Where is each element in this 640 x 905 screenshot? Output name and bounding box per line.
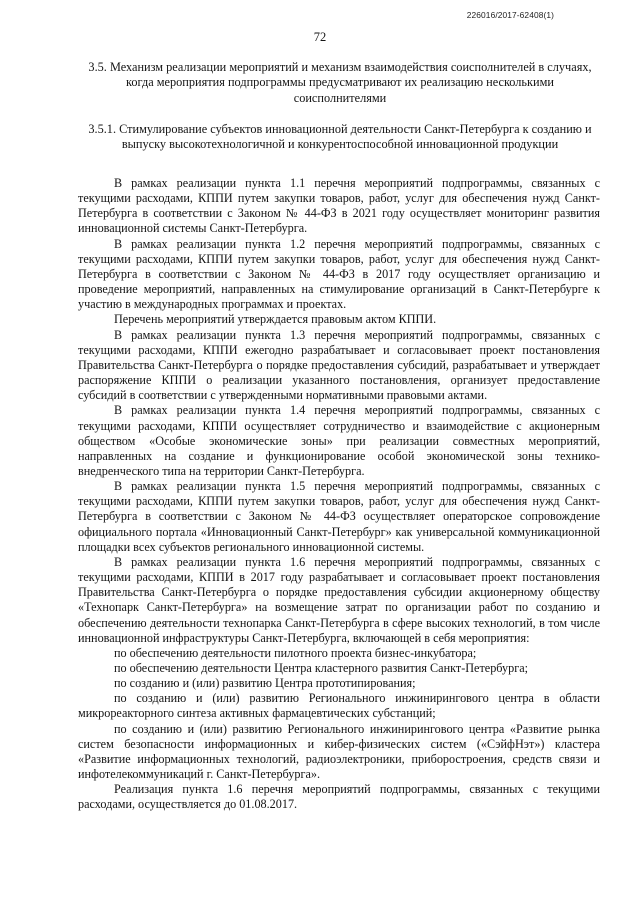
- paragraph: В рамках реализации пункта 1.3 перечня мероприятий подпрограммы, связанных с текущими расходами, КППИ ежегодно разрабатывает и согласовывает проект постановления Правительства Санкт-Петербурга о порядке предоставления субсидий, разрабатывает и утверждает распоряжение КППИ о реализации указанного постановления, организует предоставление субсидий в соответствии с утвержденными нормативными правовыми актами.: [78, 327, 600, 403]
- paragraph: Перечень мероприятий утверждается правовым актом КППИ.: [114, 312, 437, 327]
- page-number: 72: [313, 30, 327, 44]
- section-heading: 3.5. Механизм реализации мероприятий и механизм взаимодействия соисполнителей в случаях, когда мероприятия подпрограммы предусматривают их реализацию несколькими соисполнителями: [88, 60, 592, 105]
- list-item: по созданию и (или) развитию Регионального инжинирингового центра «Развитие рынка систем безопасности информационных и кибер-физических систем («СэйфНэт») кластера «Развитие информационных технологий, радиоэлектроники, приборостроения, средств связи и инфотелекоммуникаций г. Санкт-Петербурга».: [78, 721, 600, 782]
- list-item: по созданию и (или) развитию Центра прототипирования;: [114, 676, 416, 691]
- document-body: [78, 176, 600, 813]
- closing-paragraph: Реализация пункта 1.6 перечня мероприятий подпрограммы, связанных с текущими расходами, осуществляется до 01.08.2017.: [78, 782, 600, 812]
- list-item: по обеспечению деятельности пилотного проекта бизнес-инкубатора;: [114, 645, 477, 660]
- paragraph: В рамках реализации пункта 1.4 перечня мероприятий подпрограммы, связанных с текущими расходами, КППИ осуществляет сотрудничество и взаимодействие с акционерным обществом «Особые экономические зоны» при реализации совместных мероприятий, направленных на создание и функционирование особой экономической зоны технико-внедренческого типа на территории Санкт-Петербурга.: [78, 403, 600, 478]
- paragraph: В рамках реализации пункта 1.1 перечня мероприятий подпрограммы, связанных с текущими расходами, КППИ путем закупки товаров, работ, услуг для обеспечения нужд Санкт-Петербурга в соответствии с Законом № 44-ФЗ в 2021 году осуществляет мониторинг развития инновационной системы Санкт-Петербурга.: [78, 176, 600, 236]
- document-id: 226016/2017-62408(1): [466, 10, 554, 20]
- paragraph: В рамках реализации пункта 1.2 перечня мероприятий подпрограммы, связанных с текущими расходами, КППИ путем закупки товаров, работ, услуг для обеспечения нужд Санкт-Петербурга в соответствии с Законом № 44-ФЗ в 2017 году осуществляет организацию и проведение мероприятий, направленных на стимулирование организаций в Санкт-Петербурге к участию в международных программах и проектах.: [78, 236, 600, 312]
- list-item: по созданию и (или) развитию Регионального инжинирингового центра в области микрореакторного синтеза активных фармацевтических субстанций;: [78, 691, 600, 721]
- paragraph: В рамках реализации пункта 1.6 перечня мероприятий подпрограммы, связанных с текущими расходами, КППИ в 2017 году разрабатывает и согласовывает проект постановления Правительства Санкт-Петербурга о порядке предоставления субсидии акционерному обществу «Технопарк Санкт-Петербурга» на возмещение затрат по организации работ по созданию и обеспечению деятельности технопарка Санкт-Петербурга в сфере высоких технологий, в том числе инновационной инфраструктуры Санкт-Петербурга, включающей в себя мероприятия:: [78, 554, 600, 645]
- paragraph: В рамках реализации пункта 1.5 перечня мероприятий подпрограммы, связанных с текущими расходами, КППИ путем закупки товаров, работ, услуг для обеспечения нужд Санкт-Петербурга в соответствии с Законом № 44-ФЗ осуществляет операторское сопровождение официального портала «Инновационный Санкт-Петербург» как универсальной коммуникационной площадки всех субъектов регионального инновационной системы.: [78, 479, 600, 554]
- list-item: по обеспечению деятельности Центра кластерного развития Санкт-Петербурга;: [114, 661, 529, 675]
- subsection-heading: 3.5.1. Стимулирование субъектов инновационной деятельности Санкт-Петербурга к созданию и выпуску высокотехнологичной и конкурентоспособной инновационной продукции: [88, 122, 592, 152]
